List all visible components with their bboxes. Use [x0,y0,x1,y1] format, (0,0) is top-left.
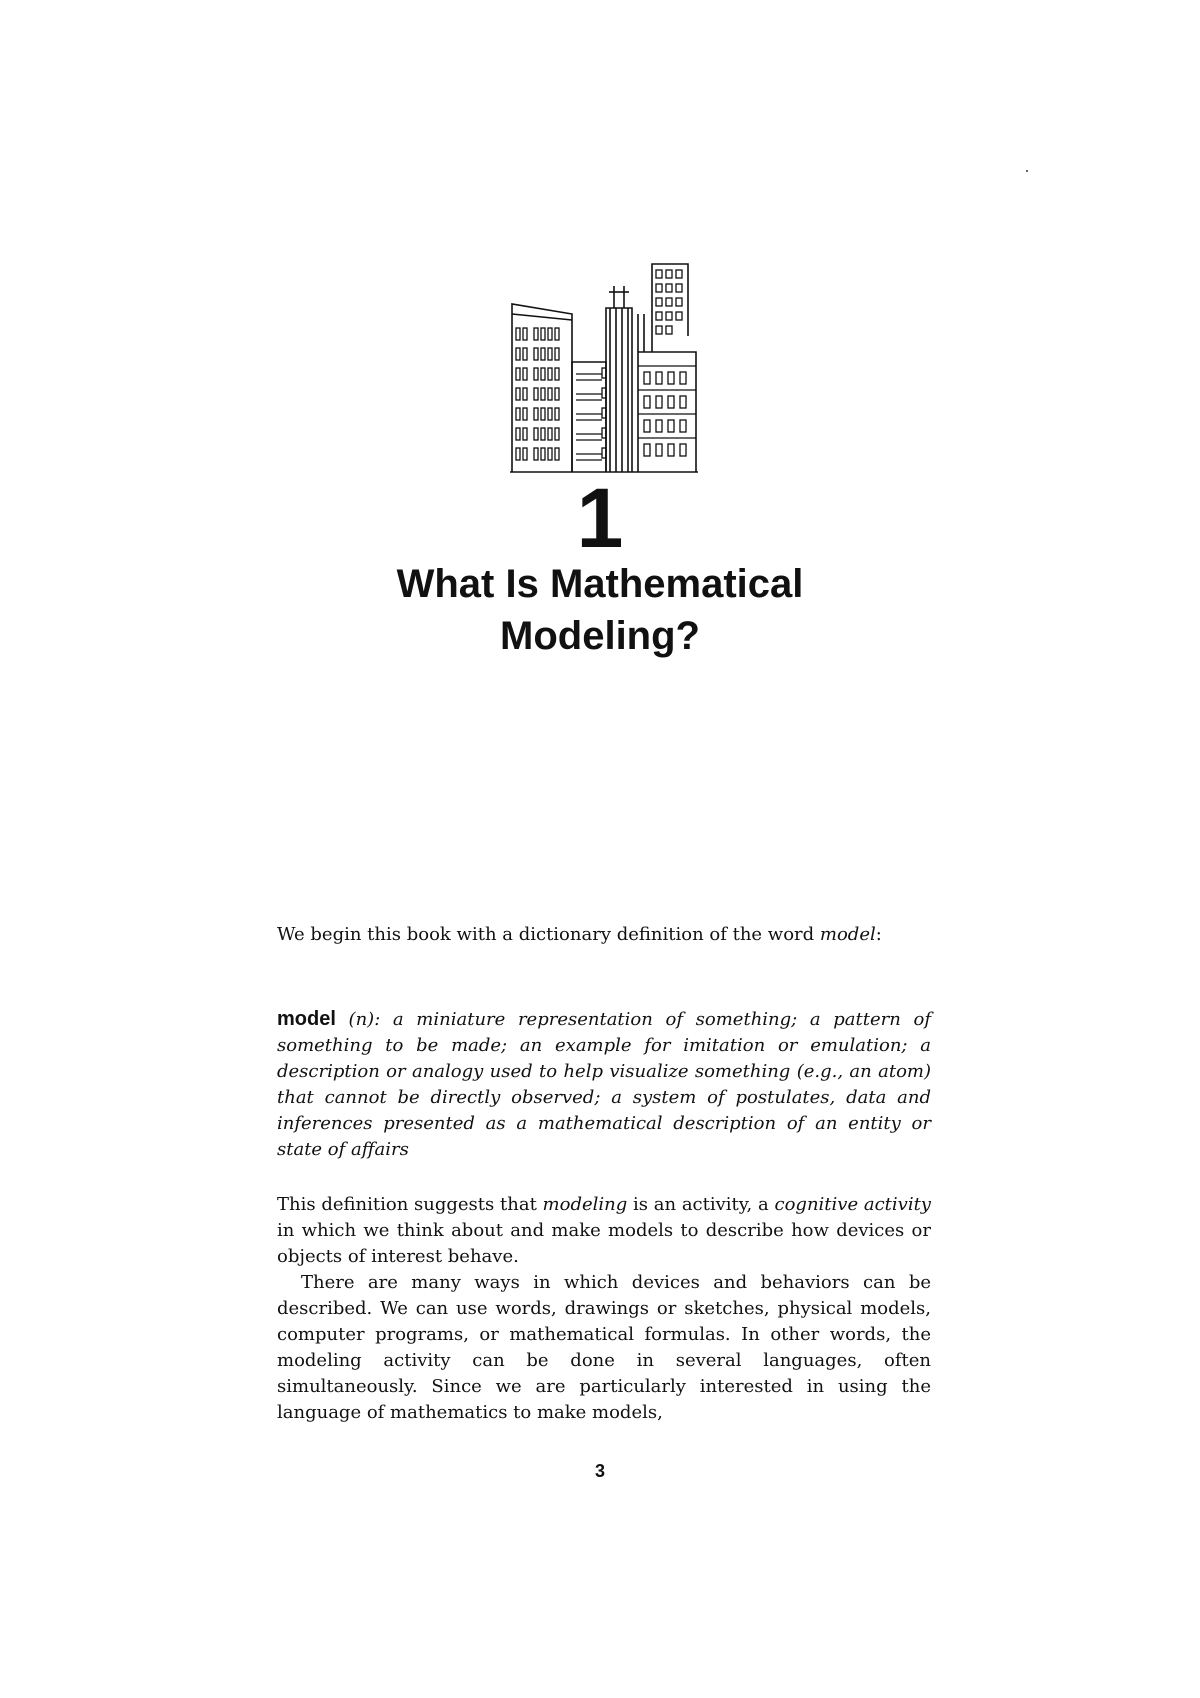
intro-colon: : [875,924,882,945]
definition-text: (n): a miniature representation of something; a pattern of something to be made; an example for imitation or emulation; a description or analogy used to help visualize something (e.g., an atom) that cannot be directly observed; a system of postulates, data and inferences presented as a mathematical description of an entity or state of affairs [277,1009,931,1160]
paragraph-1-text-a: This definition suggests that [277,1194,543,1215]
paragraph-2: There are many ways in which devices and behaviors can be described. We can use words, drawings or sketches, physical models, computer programs, or mathematical formulas. In other words, the modeling activity can be done in several languages, often simultaneously. Since we are particularly interested in using the language of mathematics to make models, [277,1272,931,1423]
page-number: 3 [594,1461,605,1481]
dictionary-definition [277,1006,931,1163]
chapter-title-line1: What Is Mathematical [396,562,804,606]
intro-paragraph [277,922,931,948]
definition-headword: model [277,1008,336,1030]
paragraph-1-text-c: in which we think about and make models to describe how devices or objects of interest behave. [277,1220,931,1267]
intro-text: We begin this book with a dictionary definition of the word [277,924,820,945]
paragraph-1-text-b: is an activity, a [627,1194,775,1215]
scan-speck [1026,170,1028,172]
chapter-number: 1 [576,471,624,565]
chapter-title [0,558,1200,662]
paragraph-1-term-modeling: modeling [542,1194,628,1215]
paragraph-1-term-cognitive: cognitive activity [774,1194,931,1215]
paragraph-1 [277,1192,931,1270]
city-buildings-icon [510,262,720,474]
intro-term: model [819,924,876,945]
chapter-title-line2: Modeling? [500,614,700,658]
